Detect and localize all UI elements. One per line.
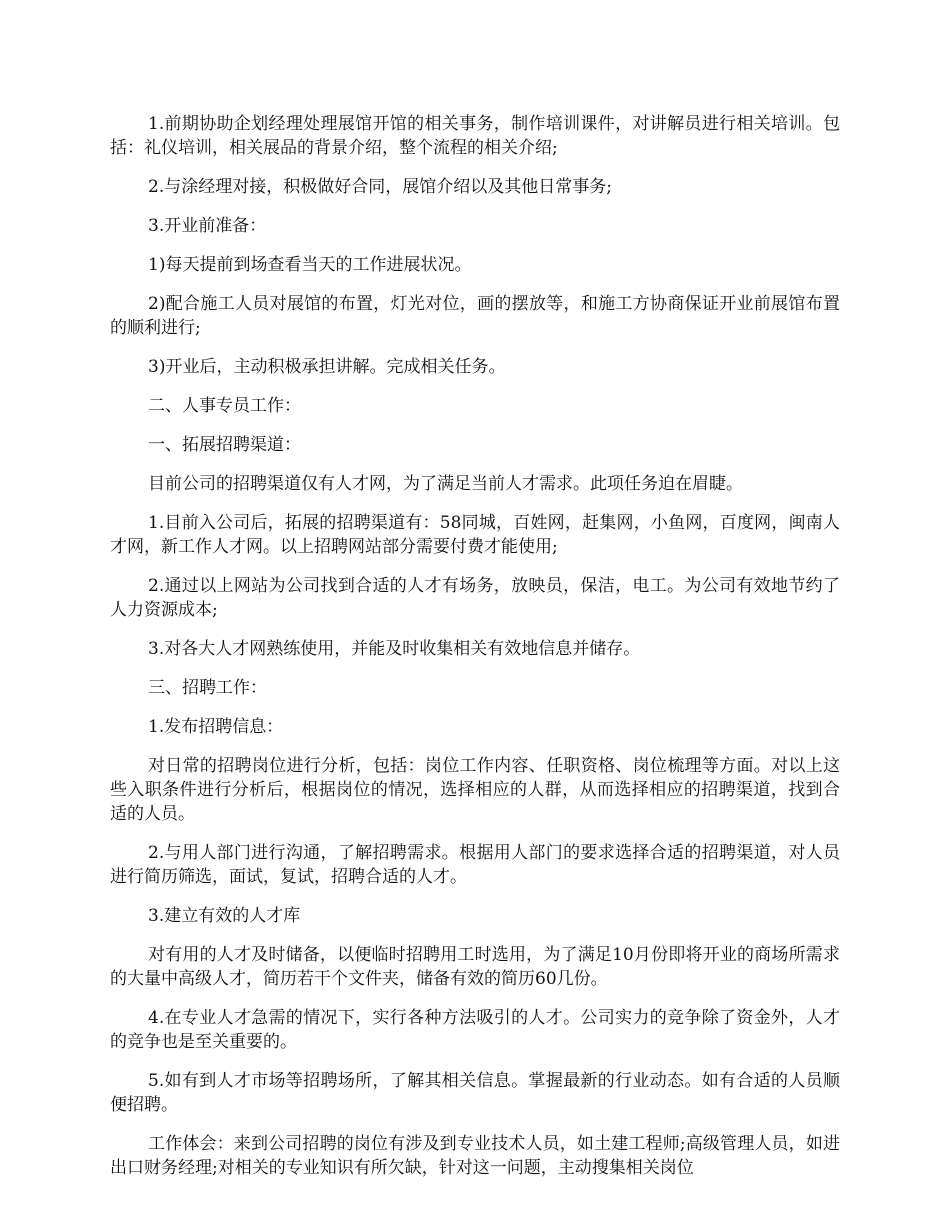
section-heading: 三、招聘工作： [148, 678, 267, 698]
paragraph: 5.如有到人才市场等招聘场所，了解其相关信息。掌握最新的行业动态。如有合适的人员顺便招聘。 [110, 1071, 840, 1115]
paragraph: 4.在专业人才急需的情况下，实行各种方法吸引的人才。公司实力的竞争除了资金外，人才的竞争也是至关重要的。 [110, 1008, 840, 1052]
paragraph: 1.目前入公司后，拓展的招聘渠道有：58同城，百姓网，赶集网，小鱼网，百度网，闽南人才网，新工作人才网。以上招聘网站部分需要付费才能使用; [110, 513, 840, 557]
paragraph: 3.开业前准备： [148, 216, 267, 236]
paragraph: 2)配合施工人员对展馆的布置，灯光对位，画的摆放等，和施工方协商保证开业前展馆布置的顺利进行; [110, 294, 840, 338]
paragraph: 2.与用人部门进行沟通，了解招聘需求。根据用人部门的要求选择合适的招聘渠道，对人员进行简历筛选，面试，复试，招聘合适的人才。 [110, 843, 840, 887]
paragraph: 3.建立有效的人才库 [148, 906, 301, 926]
paragraph: 3.对各大人才网熟练使用，并能及时收集相关有效地信息并储存。 [148, 639, 641, 659]
paragraph: 对日常的招聘岗位进行分析，包括：岗位工作内容、任职资格、岗位梳理等方面。对以上这些入职条件进行分析后，根据岗位的情况，选择相应的人群，从而选择相应的招聘渠道，找到合适的人员。 [110, 756, 840, 824]
paragraph: 3)开业后，主动积极承担讲解。完成相关任务。 [148, 357, 506, 377]
paragraph: 1.发布招聘信息： [148, 717, 284, 737]
paragraph: 对有用的人才及时储备，以便临时招聘用工时选用，为了满足10月份即将开业的商场所需求的大量中高级人才，简历若干个文件夹，储备有效的简历60几份。 [110, 945, 840, 989]
paragraph: 目前公司的招聘渠道仅有人才网，为了满足当前人才需求。此项任务迫在眉睫。 [148, 474, 743, 494]
paragraph: 1)每天提前到场查看当天的工作进展状况。 [148, 255, 472, 275]
section-heading: 一、拓展招聘渠道： [148, 435, 301, 455]
paragraph: 2.通过以上网站为公司找到合适的人才有场务，放映员，保洁，电工。为公司有效地节约了人力资源成本; [110, 576, 840, 620]
paragraph: 工作体会：来到公司招聘的岗位有涉及到专业技术人员，如土建工程师;高级管理人员，如进出口财务经理;对相关的专业知识有所欠缺，针对这一问题，主动搜集相关岗位 [110, 1134, 840, 1178]
section-heading: 二、人事专员工作： [148, 396, 301, 416]
paragraph: 1.前期协助企划经理处理展馆开馆的相关事务，制作培训课件，对讲解员进行相关培训。包括：礼仪培训，相关展品的背景介绍，整个流程的相关介绍; [110, 114, 840, 158]
document-page [110, 112, 840, 1195]
paragraph: 2.与涂经理对接，积极做好合同，展馆介绍以及其他日常事务; [148, 177, 612, 197]
